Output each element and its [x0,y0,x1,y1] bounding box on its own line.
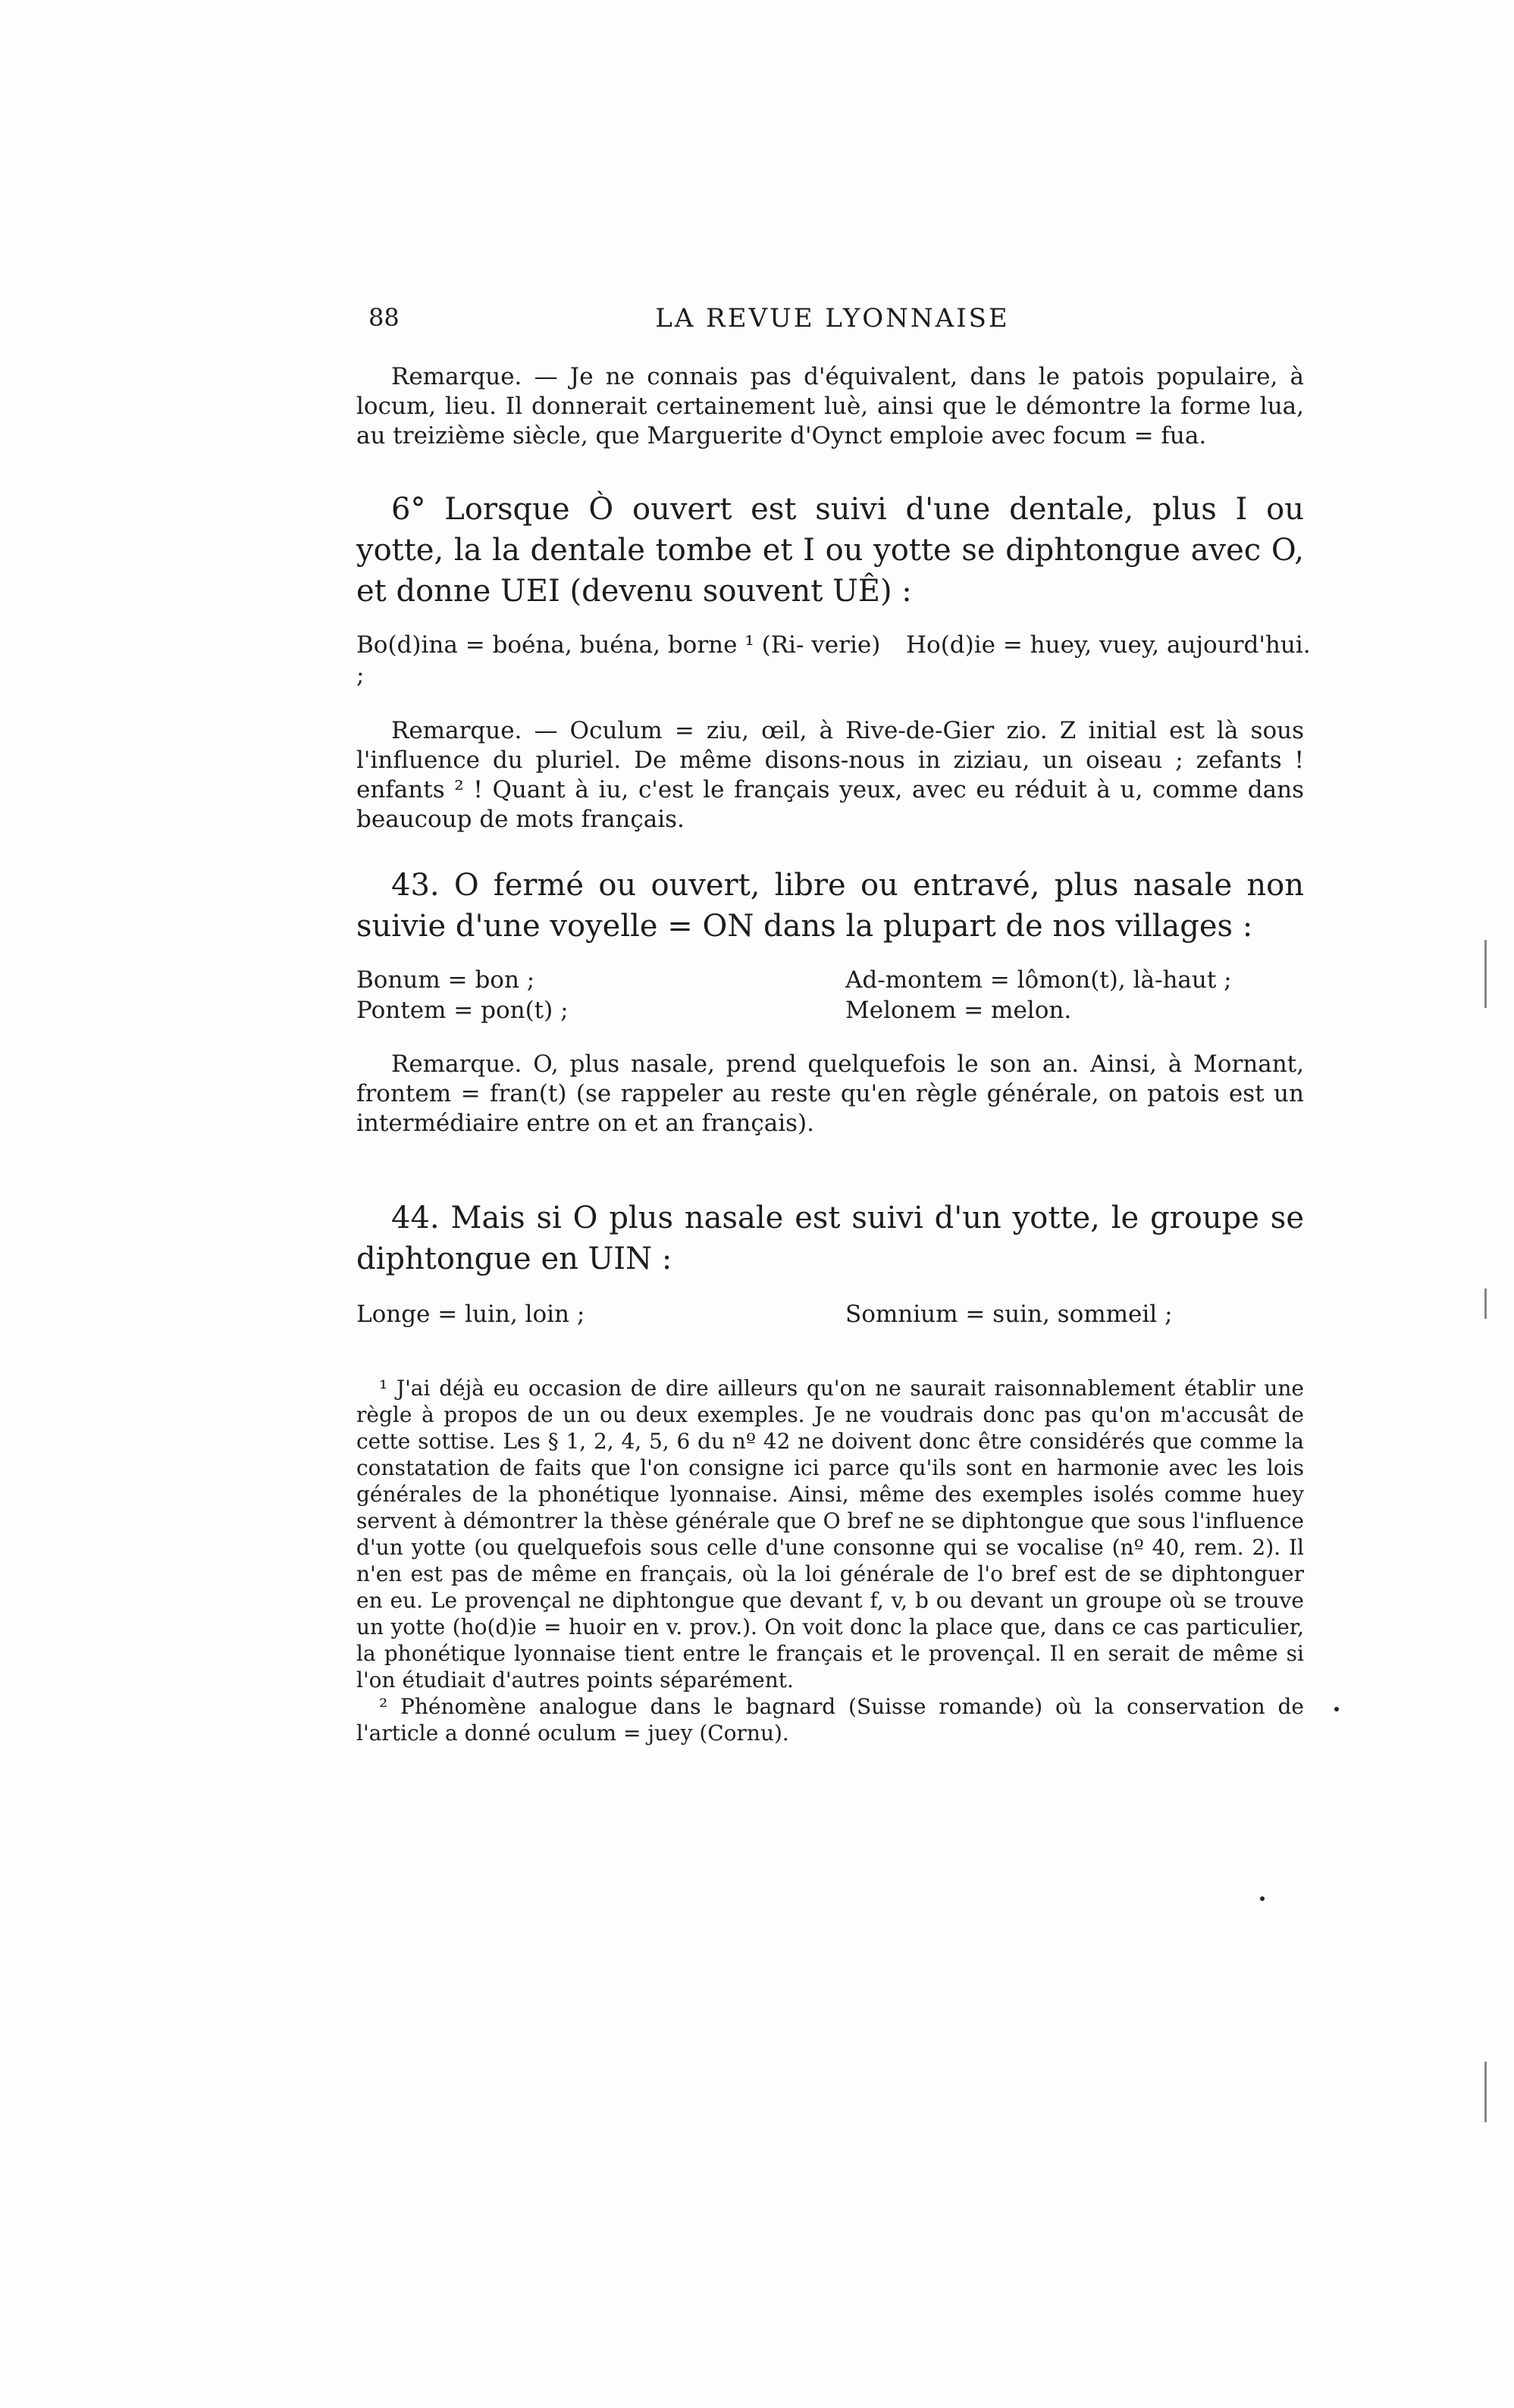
example-melonem: Melonem = melon. [845,997,1072,1024]
examples-section-44 [356,1299,1304,1329]
examples-section-43 [356,965,1304,1026]
scan-dot [1260,1896,1265,1901]
footnote-2: ² Phénomène analogue dans le bagnard (Suisse romande) où la conservation de l'article a donné oculum = juey (Cornu). [356,1694,1304,1746]
example-admontem: Ad-montem = lômon(t), là-haut ; [845,966,1232,994]
footnote-1: ¹ J'ai déjà eu occasion de dire ailleurs qu'on ne saurait raisonnablement établir une règle à propos de un ou deux exemples. Je ne voudrais donc pas qu'on m'accusât de cette sottise. Les § 1, 2, 4, 5, 6 du nº 42 ne doivent donc être considérés que comme la constatation de faits que l'on consigne ici parce qu'ils sont en harmonie avec les lois générales de la phonétique lyonnaise. Ainsi, même des exemples isolés comme huey servent à démontrer la thèse générale que O bref ne se diphtongue que sous l'influence d'un yotte (ou quelquefois sous celle d'une consonne qui se vocalise (nº 40, rem. 2). Il n'en est pas de même en français, où la loi générale de l'o bref est de se diphtonguer en eu. Le provençal ne diphtongue que devant f, v, b ou devant un groupe où se trouve un yotte (ho(d)ie = huoir en v. prov.). On voit donc la place que, dans ce cas particulier, la phonétique lyonnaise tient entre le français et le provençal. Il en serait de même si l'on étudiait d'autres points séparément. [356,1376,1304,1692]
examples-rule-6 [356,630,1311,690]
scan-mark [1484,940,1487,1008]
section-43: 43. O fermé ou ouvert, libre ou entravé, plus nasale non suivie d'une voyelle = ON dans la plupart de nos villages : [356,868,1304,944]
remark-nasal: Remarque. O, plus nasale, prend quelquefois le son an. Ainsi, à Mornant, frontem = fran(t) (se rappeler au reste qu'en règle générale, on patois est un intermédiaire entre on et an français). [356,1051,1304,1137]
remark-locum: Remarque. — Je ne connais pas d'équivalent, dans le patois populaire, à locum, lieu. Il donnerait certainement luè, ainsi que le démontre la forme lua, au treizième siècle, que Marguerite d'Oynct emploie avec focum = fua. [356,363,1304,449]
page-number: 88 [368,303,400,332]
scan-dot [1334,1707,1339,1711]
example-hodie: Ho(d)ie = huey, vuey, aujourd'hui. [906,631,1311,659]
example-bonum: Bonum = bon ; [356,966,535,994]
rule-6-paragraph: 6° Lorsque Ò ouvert est suivi d'une dentale, plus I ou yotte, la la dentale tombe et I ou yotte se diphtongue avec O, et donne UEI (devenu souvent UÊ) : [356,492,1304,609]
running-title: LA REVUE LYONNAISE [655,303,1010,333]
remark-oculum: Remarque. — Oculum = ziu, œil, à Rive-de-Gier zio. Z initial est là sous l'influence du pluriel. De même disons-nous in ziziau, un oiseau ; zefants ! enfants ² ! Quant à iu, c'est le français yeux, avec eu réduit à u, comme dans beaucoup de mots français. [356,717,1304,833]
page-header [368,303,1296,349]
example-somnium: Somnium = suin, sommeil ; [845,1301,1173,1328]
footnotes [356,1375,1304,1746]
body-text [356,362,1311,1746]
example-longe: Longe = luin, loin ; [356,1301,585,1328]
section-44: 44. Mais si O plus nasale est suivi d'un yotte, le groupe se diphtongue en UIN : [356,1201,1304,1276]
scan-mark [1484,1289,1487,1319]
example-pontem: Pontem = pon(t) ; [356,997,569,1024]
scan-mark [1484,2062,1487,2122]
example-bodina: Bo(d)ina = boéna, buéna, borne ¹ (Ri- verie) ; [356,631,881,689]
